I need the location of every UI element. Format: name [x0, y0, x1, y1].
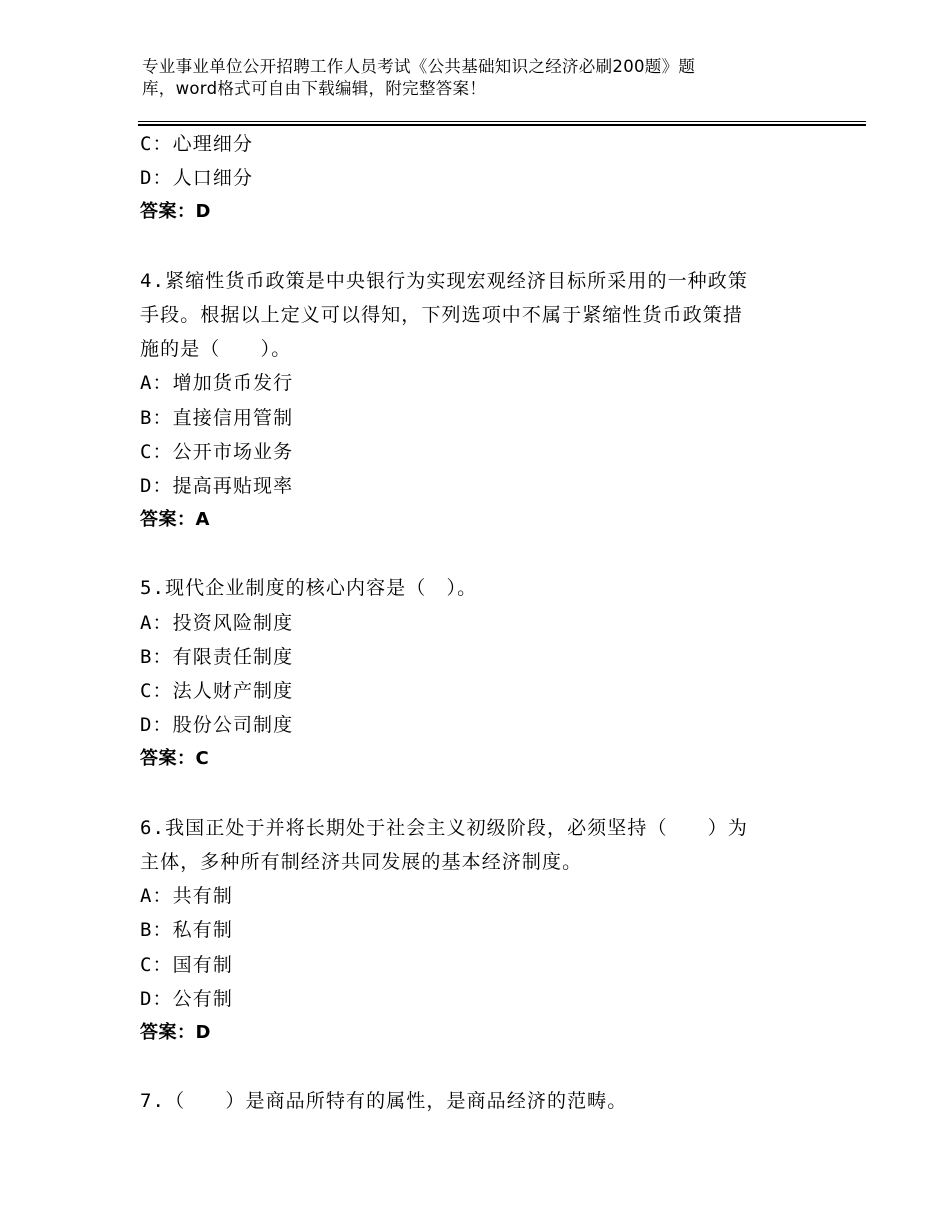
option-c: C：心理细分 [140, 133, 254, 155]
document-body [140, 127, 810, 1118]
page-header [142, 56, 782, 100]
option-d: D：公有制 [140, 987, 233, 1010]
header-divider-thick [138, 124, 866, 126]
question-stem-line: 主体，多种所有制经济共同发展的基本经济制度。 [140, 850, 583, 873]
option-c: C：国有制 [140, 953, 233, 976]
option-c: C：法人财产制度 [140, 680, 294, 702]
header-divider-thin [138, 121, 866, 122]
answer-label: 答案：A [140, 509, 210, 531]
option-d: D：提高再贴现率 [140, 474, 294, 497]
option-d: D：股份公司制度 [140, 714, 294, 737]
question-stem-line: 手段。根据以上定义可以得知，下列选项中不属于紧缩性货币政策措 [140, 303, 744, 326]
option-c: C：公开市场业务 [140, 440, 294, 463]
question-7 [140, 1084, 810, 1118]
option-a: A：共有制 [140, 885, 233, 908]
option-a: A：投资风险制度 [140, 611, 294, 634]
option-b: B：直接信用管制 [140, 406, 294, 429]
question-stem-line: 5.现代企业制度的核心内容是（ ）。 [140, 577, 478, 600]
option-a: A：增加货币发行 [140, 372, 294, 395]
header-title-line-1: 专业事业单位公开招聘工作人员考试《公共基础知识之经济必刷200题》题 [142, 57, 696, 76]
question-3-continued [140, 127, 810, 230]
question-6 [140, 811, 810, 1050]
answer-label: 答案：D [140, 201, 211, 223]
question-4 [140, 264, 810, 538]
option-b: B：私有制 [140, 919, 233, 942]
question-stem-line: 施的是（ ）。 [140, 338, 292, 361]
question-stem-line: 6.我国正处于并将长期处于社会主义初级阶段，必须坚持（ ）为 [140, 816, 748, 839]
header-title-line-2: 库，word格式可自由下载编辑，附完整答案！ [142, 79, 487, 98]
option-d: D：人口细分 [140, 167, 254, 190]
question-5 [140, 571, 810, 776]
question-stem-line: 7.（ ）是商品所特有的属性，是商品经济的范畴。 [140, 1090, 628, 1113]
option-b: B：有限责任制度 [140, 645, 294, 668]
answer-label: 答案：D [140, 1021, 211, 1043]
question-stem-line: 4.紧缩性货币政策是中央银行为实现宏观经济目标所采用的一种政策 [140, 269, 748, 292]
answer-label: 答案：C [140, 748, 210, 770]
